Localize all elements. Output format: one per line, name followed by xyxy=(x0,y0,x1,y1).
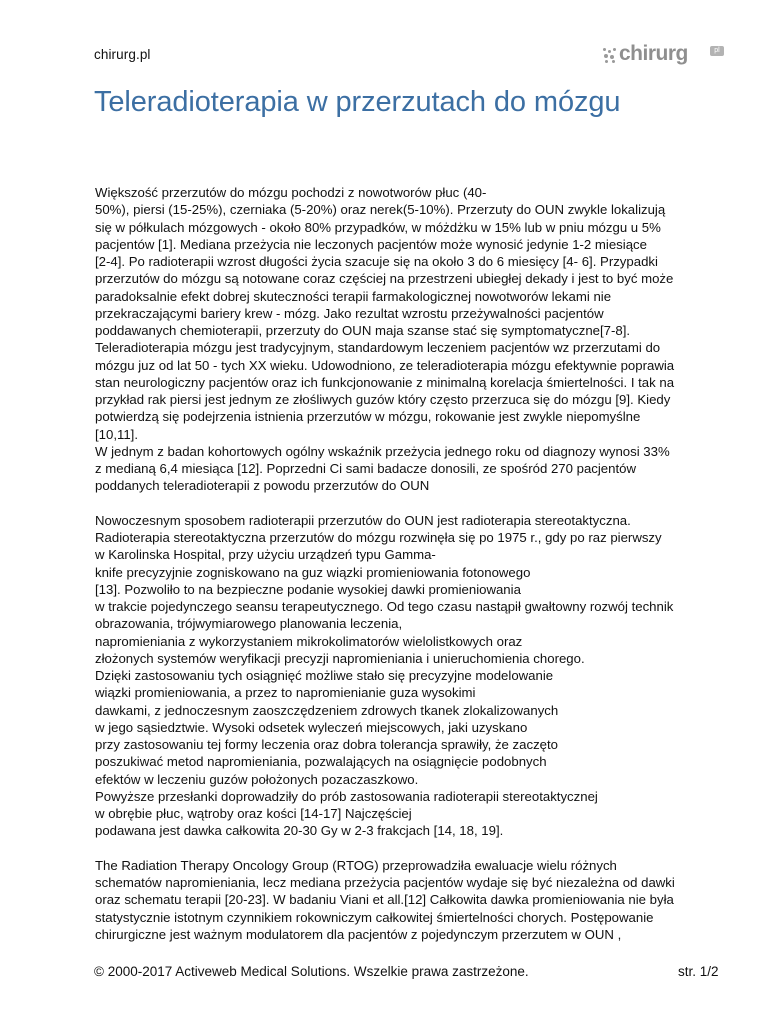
article-body xyxy=(95,184,735,943)
body-text-line: przy zastosowaniu tej formy leczenia oraz dobra tolerancja sprawiły, że zaczęto xyxy=(95,737,558,752)
body-text-line: obrazowania, trójwymiarowego planowania leczenia, xyxy=(95,616,403,632)
body-text-line: przykład rak piersi jest jednym ze złośliwych guzów który często przerzuca się do mózgu [9]. Kiedy xyxy=(95,392,671,407)
body-text-line: poddanych teleradioterapii z powodu przerzutów do OUN xyxy=(95,478,430,494)
body-text-line: knife precyzyjnie zogniskowano na guz wiązki promieniowania fotonowego xyxy=(95,564,531,580)
body-text-line: z medianą 6,4 miesiąca [12]. Poprzedni Ci sami badacze donosili, ze spośród 270 pacjentów xyxy=(95,461,636,476)
body-text-line: efektów w leczeniu guzów położonych pozaczaszkowo. xyxy=(95,771,419,787)
body-text-line: potwierdzą się podejrzenia istnienia przerzutów w mózgu, rokowanie jest zwykle niepomyślne xyxy=(95,409,641,425)
article-title: Teleradioterapia w przerzutach do mózgu xyxy=(94,86,621,118)
body-text-line: Nowoczesnym sposobem radioterapii przerzutów do OUN jest radioterapia stereotaktyczna. xyxy=(95,512,631,528)
body-text-line: wiązki promieniowania, a przez to napromienianie guza wysokimi xyxy=(95,685,476,701)
body-text-line: podawana jest dawka całkowita 20-30 Gy w 2-3 frakcjach [14, 18, 19]. xyxy=(95,823,504,839)
footer-copyright: © 2000-2017 Activeweb Medical Solutions. Wszelkie prawa zastrzeżone. xyxy=(94,964,529,979)
body-text-line: napromieniania z wykorzystaniem mikrokolimatorów wielolistkowych oraz xyxy=(95,633,523,649)
body-text-line: poddawanych chemioterapii, przerzuty do OUN maja szanse stać się symptomatyczne[7-8]. xyxy=(95,323,631,338)
body-text-line: W jednym z badan kohortowych ogólny wskaźnik przeżycia jednego roku od diagnozy wynosi 33% xyxy=(95,443,670,459)
page-number: str. 1/2 xyxy=(678,964,719,979)
logo-dots-icon xyxy=(603,48,617,64)
body-text-line: przekraczającymi bariery krew - mózg. Jako rezultat wzrostu przeżywalności pacjentów xyxy=(95,305,604,321)
site-logo[interactable] xyxy=(603,42,725,72)
body-text-line: [2-4]. Po radioterapii wzrost długości życia szacuje się na około 3 do 6 miesięcy [4- 6]. Przypadki xyxy=(95,254,658,269)
body-text-line: przerzutów do mózgu są notowane coraz częściej na przestrzeni ubiegłej dekady i jest to być może xyxy=(95,271,674,287)
body-text-line: paradoksalnie efekt dobrej skuteczności terapii farmakologicznej nowotworów lekami nie xyxy=(95,288,612,304)
body-text-line: Większość przerzutów do mózgu pochodzi z nowotworów płuc (40- xyxy=(95,185,487,200)
body-text-line: pacjentów [1]. Mediana przeżycia nie leczonych pacjentów może wynosić jedynie 1-2 miesiące xyxy=(95,236,647,252)
logo-badge: pl xyxy=(710,46,724,56)
paragraph-gap xyxy=(95,495,735,512)
site-name: chirurg.pl xyxy=(94,47,151,62)
logo-text: chirurg xyxy=(619,42,688,65)
body-text-line: The Radiation Therapy Oncology Group (RTOG) przeprowadziła ewaluacje wielu różnych xyxy=(95,857,617,873)
body-text-line: w obrębie płuc, wątroby oraz kości [14-17] Najczęściej xyxy=(95,806,412,821)
body-text-line: stan neurologiczny pacjentów oraz ich funkcjonowanie z minimalną korelacja śmiertelności. I tak na xyxy=(95,374,675,390)
body-text-line: złożonych systemów weryfikacji precyzji napromieniania i unieruchomienia chorego. xyxy=(95,650,585,666)
body-text-line: mózgu juz od lat 50 - tych XX wieku. Udowodniono, ze teleradioterapia mózgu efektywnie poprawia xyxy=(95,357,675,373)
body-text-line: schematów napromieniania, lecz mediana przeżycia pacjentów wydaje się być niezależna od dawki xyxy=(95,875,675,890)
body-text-line: [10,11]. xyxy=(95,426,139,442)
body-text-line: dawkami, z jednoczesnym zaoszczędzeniem zdrowych tkanek zlokalizowanych xyxy=(95,702,559,718)
body-text-line: w jego sąsiedztwie. Wysoki odsetek wyleczeń miejscowych, jaki uzyskano xyxy=(95,719,528,735)
body-text-line: w trakcie pojedynczego seansu terapeutycznego. Od tego czasu nastąpił gwałtowny rozwój technik xyxy=(95,599,674,614)
body-text-line: oraz schematu terapii [20-23]. W badaniu Viani et all.[12] Całkowita dawka promieniowania nie była xyxy=(95,892,674,908)
body-text-line: w Karolinska Hospital, przy użyciu urządzeń typu Gamma- xyxy=(95,547,436,563)
body-text-line: Dzięki zastosowaniu tych osiągnięć możliwe stało się precyzyjne modelowanie xyxy=(95,668,554,683)
paragraph-gap xyxy=(95,840,735,857)
body-text-line: poszukiwać metod napromieniania, pozwalających na osiągnięcie podobnych xyxy=(95,754,547,770)
body-text-line: chirurgiczne jest ważnym modulatorem dla pacjentów z pojedynczym przerzutem w OUN , xyxy=(95,926,622,942)
body-text-line: [13]. Pozwoliło to na bezpieczne podanie wysokiej dawki promieniowania xyxy=(95,581,521,597)
body-text-line: Teleradioterapia mózgu jest tradycyjnym, standardowym leczeniem pacjentów wz przerzutami do xyxy=(95,340,661,356)
body-text-line: się w półkulach mózgowych - około 80% przypadków, w móżdżku w 15% lub w pniu mózgu u 5% xyxy=(95,219,661,235)
body-text-line: statystycznie istotnym czynnikiem rokowniczym całkowitej śmiertelności chorych. Postępowanie xyxy=(95,909,654,925)
body-text-line: Powyższe przesłanki doprowadziły do prób zastosowania radioterapii stereotaktycznej xyxy=(95,788,598,804)
body-text-line: 50%), piersi (15-25%), czerniaka (5-20%) oraz nerek(5-10%). Przerzuty do OUN zwykle lokalizują xyxy=(95,202,666,218)
body-text-line: Radioterapia stereotaktyczna przerzutów do mózgu rozwinęła się po 1975 r., gdy po raz pierwszy xyxy=(95,530,662,545)
